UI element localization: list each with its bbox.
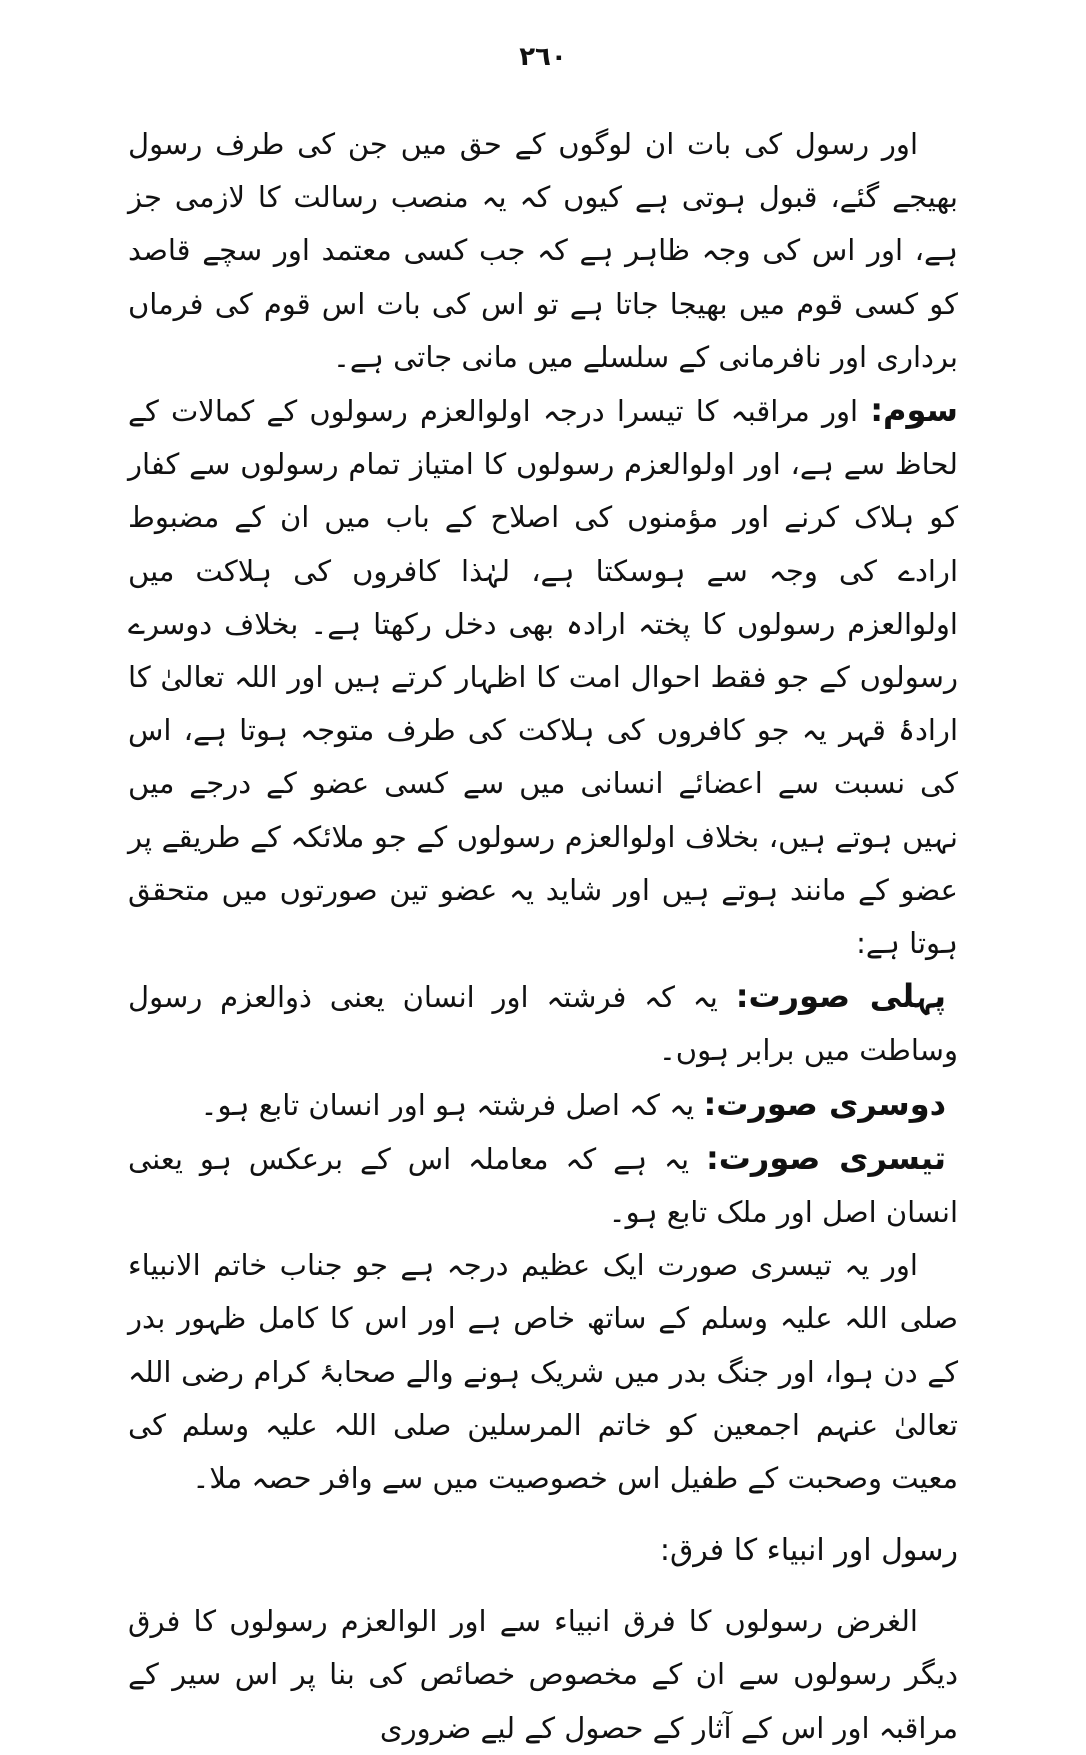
paragraph-1: اور رسول کی بات ان لوگوں کے حق میں جن کی طرف رسول بھیجے گئے، قبول ہوتی ہے کیوں کہ یہ منصب رسالت کا لازمی جز ہے، اور اس کی وجہ ظاہر ہے کہ جب کسی معتمد اور سچے قاصد کو کسی قوم میں بھیجا جاتا ہے تو اس کی بات اس قوم کی فرماں برداری اور نافرمانی کے سلسلے میں مانی جاتی ہے۔: [128, 127, 958, 374]
page-body: [128, 118, 958, 1755]
section-heading: رسول اور انبیاء کا فرق:: [659, 1533, 958, 1569]
case-third-term: تیسری صورت:: [705, 1138, 947, 1177]
term-soam: سوم:: [870, 391, 958, 430]
paragraph-2: [128, 384, 958, 970]
case-second-text: یہ کہ اصل فرشتہ ہو اور انسان تابع ہو۔: [200, 1087, 704, 1122]
case-first-term: پہلی صورت:: [735, 977, 946, 1016]
paragraph-4: الغرض رسولوں کا فرق انبیاء سے اور الوالعزم رسولوں کا فرق دیگر رسولوں سے ان کے مخصوص خصائص کی بنا پر اس سیر کے مراقبہ اور اس کے آثار کے حصول کے لیے ضروری: [128, 1604, 958, 1745]
case-third-text: یہ ہے کہ معاملہ اس کے برعکس ہو یعنی انسان اصل اور ملک تابع ہو۔: [128, 1141, 958, 1230]
paragraph-3: اور یہ تیسری صورت ایک عظیم درجہ ہے جو جناب خاتم الانبیاء صلی اللہ علیہ وسلم کے ساتھ خاص ہے اور اس کا کامل ظہور بدر کے دن ہوا، اور جنگ بدر میں شریک ہونے والے صحابۂ کرام رضی اللہ تعالیٰ عنہم اجمعین کو خاتم المرسلین صلی اللہ علیہ وسلم کی معیت وصحبت کے طفیل اس خصوصیت میں سے وافر حصہ ملا۔: [128, 1248, 958, 1496]
page-number: ۲٦٠: [519, 42, 567, 72]
case-first-text: یہ کہ فرشتہ اور انسان یعنی ذوالعزم رسول وساطت میں برابر ہوں۔: [128, 980, 958, 1068]
case-second-term: دوسری صورت:: [703, 1084, 946, 1123]
case-third: [128, 1132, 958, 1239]
paragraph-2-text: اور مراقبہ کا تیسرا درجہ اولوالعزم رسولوں کے کمالات کے لحاظ سے ہے، اور اولوالعزم رسولوں کا امتیاز تمام رسولوں سے کفار کو ہلاک کرنے اور مؤمنوں کی اصلاح کے باب میں ان کے مضبوط ارادے کی وجہ سے ہوسکتا ہے، لہٰذا کافروں کی ہلاکت میں اولوالعزم رسولوں کا پختہ ارادہ بھی دخل رکھتا ہے۔ بخلاف دوسرے رسولوں کے جو فقط احوال امت کا اظہار کرتے ہیں اور اللہ تعالیٰ کا ارادۂ قہر یہ جو کافروں کی ہلاکت کی طرف متوجہ ہوتا ہے، اس کی نسبت سے اعضائے انسانی میں سے کسی عضو کے درجے میں نہیں ہوتے ہیں، بخلاف اولوالعزم رسولوں کے جو ملائکہ کے طریقے پر عضو کے مانند ہوتے ہیں اور شاید یہ عضو تین صورتوں میں متحقق ہوتا ہے:: [128, 394, 958, 961]
case-first: [128, 970, 958, 1077]
case-second: [128, 1078, 958, 1132]
